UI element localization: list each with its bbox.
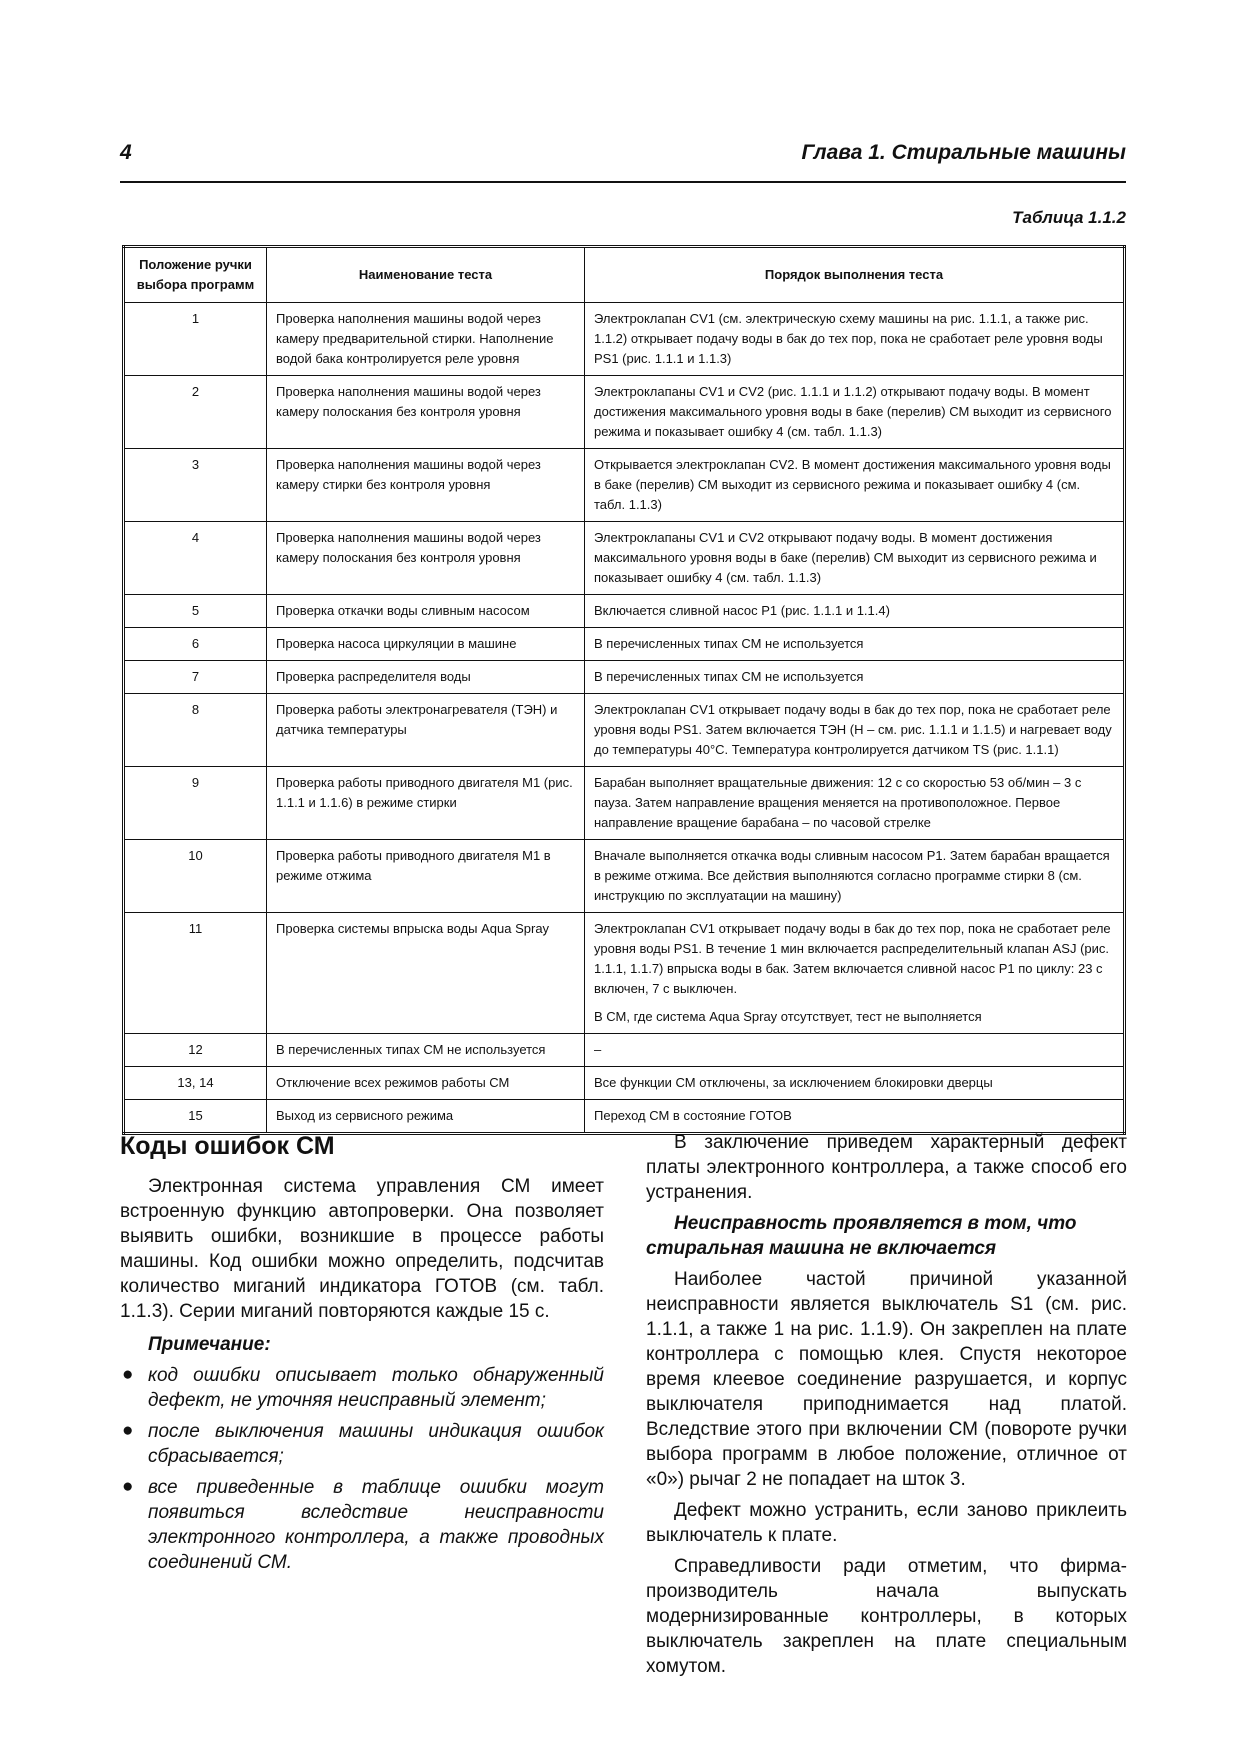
cell-test-name: В перечисленных типах СМ не используется bbox=[267, 1034, 585, 1067]
cell-test-name: Выход из сервисного режима bbox=[267, 1100, 585, 1134]
cell-procedure: В перечисленных типах СМ не используется bbox=[585, 661, 1125, 694]
cell-test-name: Проверка распределителя воды bbox=[267, 661, 585, 694]
table-caption: Таблица 1.1.2 bbox=[1012, 208, 1126, 227]
note-item bbox=[120, 1475, 604, 1575]
paragraph: Справедливости ради отметим, что фирма-производитель начала выпускать модернизированные контроллеры, в которых выключатель закреплен на плате специальным хомутом. bbox=[646, 1556, 1127, 1677]
cell-test-name: Проверка наполнения машины водой через камеру полоскания без контроля уровня bbox=[267, 522, 585, 595]
note-title: Примечание: bbox=[148, 1334, 271, 1355]
section-heading: Коды ошибок СМ bbox=[120, 1132, 335, 1160]
paragraph: Наиболее частой причиной указанной неисправности является выключатель S1 (см. рис. 1.1.1, а также 1 на рис. 1.1.9). Он закреплен на плате контроллера с помощью клея. Спустя некоторое время клеевое соединение разрушается, и корпус выключателя приподнимается над платой. Вследствие этого при включении СМ (повороте ручки выбора программ в любое положение, отличное от «0») рычаг 2 не попадает на шток 3. bbox=[646, 1269, 1127, 1490]
cell-test-name: Проверка работы электронагревателя (ТЭН) и датчика температуры bbox=[267, 694, 585, 767]
cell-position: 6 bbox=[124, 628, 267, 661]
bullet-icon: ● bbox=[122, 1420, 134, 1441]
cell-test-name: Проверка откачки воды сливным насосом bbox=[267, 595, 585, 628]
note-text: код ошибки описывает только обнаруженный дефект, не уточняя неисправный элемент; bbox=[148, 1365, 604, 1411]
cell-position: 2 bbox=[124, 376, 267, 449]
cell-procedure: Переход СМ в состояние ГОТОВ bbox=[585, 1100, 1125, 1134]
cell-position: 10 bbox=[124, 840, 267, 913]
cell-procedure: Вначале выполняется откачка воды сливным насосом P1. Затем барабан вращается в режиме отжима. Все действия выполняются согласно программе стирки 8 (см. инструкцию по эксплуатации на машину) bbox=[585, 840, 1125, 913]
cell-test-name: Проверка насоса циркуляции в машине bbox=[267, 628, 585, 661]
cell-position: 4 bbox=[124, 522, 267, 595]
cell-position: 9 bbox=[124, 767, 267, 840]
table-row bbox=[124, 303, 1125, 376]
table-row bbox=[124, 840, 1125, 913]
cell-position: 12 bbox=[124, 1034, 267, 1067]
table-header-row bbox=[124, 247, 1125, 303]
cell-procedure: Электроклапаны CV1 и CV2 открывают подачу воды. В момент достижения максимального уровня воды в баке (перелив) СМ выходит из сервисного режима и показывает ошибку 4 (см. табл. 1.1.3) bbox=[585, 522, 1125, 595]
cell-test-name: Проверка системы впрыска воды Aqua Spray bbox=[267, 913, 585, 1034]
cell-test-name: Проверка наполнения машины водой через камеру стирки без контроля уровня bbox=[267, 449, 585, 522]
table-row bbox=[124, 628, 1125, 661]
bullet-icon: ● bbox=[122, 1364, 134, 1385]
column-header: Наименование теста bbox=[267, 247, 585, 303]
cell-position: 11 bbox=[124, 913, 267, 1034]
cell-procedure: Барабан выполняет вращательные движения: 12 с со скоростью 53 об/мин – 3 с пауза. Затем направление вращения меняется на противоположное. Первое направление вращение барабана – по часовой стрелке bbox=[585, 767, 1125, 840]
paragraph: Дефект можно устранить, если заново приклеить выключатель к плате. bbox=[646, 1500, 1127, 1546]
cell-procedure: – bbox=[585, 1034, 1125, 1067]
note-item bbox=[120, 1363, 604, 1413]
paragraph: В заключение приведем характерный дефект платы электронного контроллера, а также способ его устранения. bbox=[646, 1132, 1127, 1203]
cell-procedure: Все функции СМ отключены, за исключением блокировки дверцы bbox=[585, 1067, 1125, 1100]
cell-position: 15 bbox=[124, 1100, 267, 1134]
chapter-title: Глава 1. Стиральные машины bbox=[801, 141, 1126, 164]
note-item bbox=[120, 1419, 604, 1469]
cell-test-name: Проверка работы приводного двигателя М1 в режиме отжима bbox=[267, 840, 585, 913]
cell-test-name: Отключение всех режимов работы СМ bbox=[267, 1067, 585, 1100]
table-row bbox=[124, 1034, 1125, 1067]
cell-test-name: Проверка наполнения машины водой через камеру предварительной стирки. Наполнение водой бака контролируется реле уровня bbox=[267, 303, 585, 376]
cell-procedure: Электроклапаны CV1 и CV2 (рис. 1.1.1 и 1.1.2) открывают подачу воды. В момент достижения максимального уровня воды в баке (перелив) СМ выходит из сервисного режима и показывает ошибку 4 (см. табл. 1.1.3) bbox=[585, 376, 1125, 449]
cell-position: 8 bbox=[124, 694, 267, 767]
column-header: Положение ручки выбора программ bbox=[124, 247, 267, 303]
table-row bbox=[124, 1067, 1125, 1100]
table-row bbox=[124, 661, 1125, 694]
test-table bbox=[122, 245, 1126, 1135]
note-text: после выключения машины индикация ошибок сбрасывается; bbox=[148, 1421, 604, 1467]
bullet-icon: ● bbox=[122, 1476, 134, 1497]
fault-heading: Неисправность проявляется в том, что стиральная машина не включается bbox=[646, 1213, 1077, 1259]
table-row bbox=[124, 913, 1125, 1002]
cell-position: 13, 14 bbox=[124, 1067, 267, 1100]
right-column bbox=[646, 1130, 1127, 1685]
cell-procedure: Электроклапан CV1 (см. электрическую схему машины на рис. 1.1.1, а также рис. 1.1.2) открывает подачу воды в бак до тех пор, пока не сработает реле уровня воды PS1 (рис. 1.1.1 и 1.1.3) bbox=[585, 303, 1125, 376]
table-row bbox=[124, 1100, 1125, 1134]
table-row bbox=[124, 522, 1125, 595]
cell-procedure: В перечисленных типах СМ не используется bbox=[585, 628, 1125, 661]
cell-procedure: Электроклапан CV1 открывает подачу воды в бак до тех пор, пока не сработает реле уровня воды PS1. В течение 1 мин включается распределительный клапан ASJ (рис. 1.1.1, 1.1.7) впрыска воды в бак. Затем включается сливной насос P1 по циклу: 23 с включен, 7 с выключен. bbox=[585, 913, 1125, 1002]
table-row bbox=[124, 767, 1125, 840]
cell-position: 3 bbox=[124, 449, 267, 522]
table-row bbox=[124, 376, 1125, 449]
cell-procedure: Электроклапан CV1 открывает подачу воды в бак до тех пор, пока не сработает реле уровня воды PS1. Затем включается ТЭН (Н – см. рис. 1.1.1 и 1.1.5) и нагревает воду до температуры 40°С. Температура контролируется датчиком TS (рис. 1.1.1) bbox=[585, 694, 1125, 767]
table-row bbox=[124, 449, 1125, 522]
table-row bbox=[124, 595, 1125, 628]
cell-procedure: Открывается электроклапан CV2. В момент достижения максимального уровня воды в баке (перелив) СМ выходит из сервисного режима и показывает ошибку 4 (см. табл. 1.1.3) bbox=[585, 449, 1125, 522]
cell-test-name: Проверка наполнения машины водой через камеру полоскания без контроля уровня bbox=[267, 376, 585, 449]
page-header bbox=[120, 141, 1126, 183]
note-list bbox=[120, 1363, 604, 1575]
cell-procedure: Включается сливной насос P1 (рис. 1.1.1 и 1.1.4) bbox=[585, 595, 1125, 628]
table-row bbox=[124, 694, 1125, 767]
left-column bbox=[120, 1130, 604, 1581]
column-header: Порядок выполнения теста bbox=[585, 247, 1125, 303]
cell-procedure-note: В СМ, где система Aqua Spray отсутствует, тест не выполняется bbox=[585, 1001, 1125, 1034]
cell-position: 5 bbox=[124, 595, 267, 628]
cell-test-name: Проверка работы приводного двигателя М1 (рис. 1.1.1 и 1.1.6) в режиме стирки bbox=[267, 767, 585, 840]
intro-paragraph: Электронная система управления СМ имеет встроенную функцию автопроверки. Она позволяет выявить ошибки, возникшие в процессе работы машины. Код ошибки можно определить, подсчитав количество миганий индикатора ГОТОВ (см. табл. 1.1.3). Серии миганий повторяются каждые 15 с. bbox=[120, 1176, 604, 1322]
note-text: все приведенные в таблице ошибки могут появиться вследствие неисправности электронного контроллера, а также проводных соединений СМ. bbox=[148, 1477, 604, 1573]
cell-position: 1 bbox=[124, 303, 267, 376]
page-number: 4 bbox=[120, 141, 132, 164]
cell-position: 7 bbox=[124, 661, 267, 694]
